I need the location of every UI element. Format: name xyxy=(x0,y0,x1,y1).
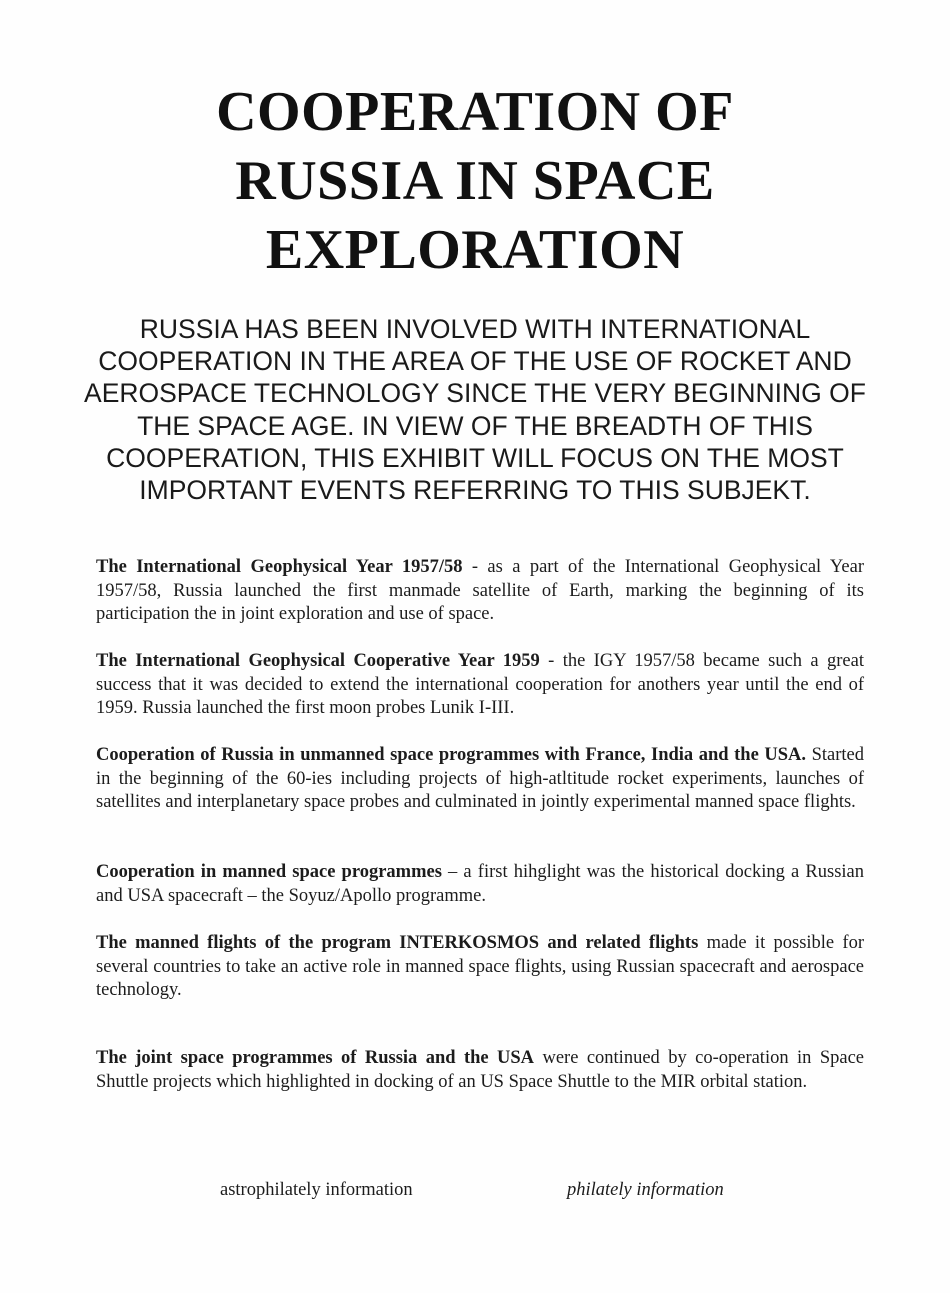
footer-astrophilately: astrophilately information xyxy=(220,1180,413,1200)
section-text: - the IGY 1957/58 became such a great success that it was decided to extend the international cooperation for anothers year until the end of 1959. Russia launched the first moon probes Lunik I-III. xyxy=(96,651,864,718)
section-heading: The joint space programmes of Russia and the USA xyxy=(96,1048,535,1068)
section-interkosmos xyxy=(96,932,864,1003)
section-text: Started in the beginning of the 60-ies including projects of high-atltitude rocket experiments, launches of satellites and interplanetary space probes and culminated in jointly experimental manned space flights. xyxy=(96,745,864,812)
section-heading: The International Geophysical Year 1957/58 xyxy=(96,557,463,577)
section-russia-usa-joint xyxy=(96,1047,864,1094)
intro-paragraph: RUSSIA HAS BEEN INVOLVED WITH INTERNATIONAL COOPERATION IN THE AREA OF THE USE OF ROCKET AND AEROSPACE TECHNOLOGY SINCE THE VERY BEGINNING OF THE SPACE AGE. IN VIEW OF THE BREADTH OF THIS COOPERATION, THIS EXHIBIT WILL FOCUS ON THE MOST IMPORTANT EVENTS REFERRING TO THIS SUBJEKT. xyxy=(84,314,866,506)
section-heading: Cooperation of Russia in unmanned space programmes with France, India and the USA. xyxy=(96,745,807,765)
section-text: – a first hihglight was the historical docking a Russian and USA spacecraft – the Soyuz/Apollo programme. xyxy=(96,862,864,906)
title-line-1: COOPERATION OF xyxy=(216,81,734,143)
title-line-3: EXPLORATION xyxy=(265,219,685,281)
section-heading: Cooperation in manned space programmes xyxy=(96,862,442,882)
footer-philately: philately information xyxy=(567,1180,724,1200)
section-text: were continued by co-operation in Space Shuttle projects which highlighted in docking of an US Space Shuttle to the MIR orbital station. xyxy=(96,1048,864,1092)
page-title xyxy=(40,78,910,285)
section-heading: The International Geophysical Cooperative Year 1959 xyxy=(96,651,540,671)
section-text: made it possible for several countries to take an active role in manned space flights, using Russian spacecraft and aerospace technology. xyxy=(96,933,865,1000)
section-igy-1957 xyxy=(96,556,864,627)
section-text: - as a part of the International Geophysical Year 1957/58, Russia launched the first manmade satellite of Earth, marking the beginning of its participation the in joint exploration and use of space. xyxy=(96,557,864,624)
section-igc-1959 xyxy=(96,650,864,721)
title-line-2: RUSSIA IN SPACE xyxy=(235,150,715,212)
section-heading: The manned flights of the program INTERKOSMOS and related flights xyxy=(96,933,699,953)
section-manned-programmes xyxy=(96,861,864,908)
section-unmanned-programmes xyxy=(96,744,864,815)
